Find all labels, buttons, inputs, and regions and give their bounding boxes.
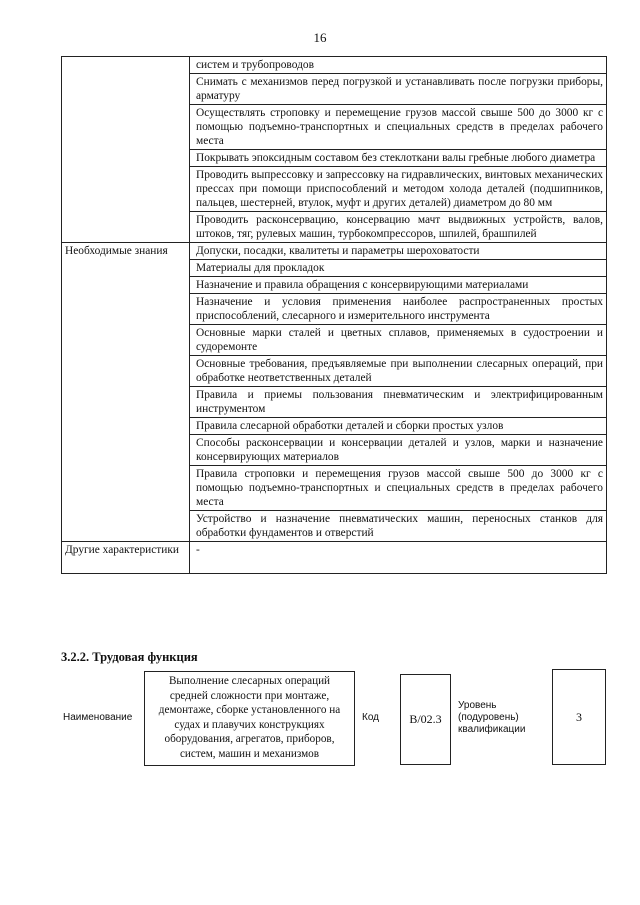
table-cell: Правила строповки и перемещения грузов массой свыше 500 до 3000 кг с помощью подъемно-транспортных и специальных средств в пределах рабочего места — [190, 466, 607, 511]
table-cell: Проводить выпрессовку и запрессовку на гидравлических, винтовых механических прессах при помощи приспособлений и методом холода деталей (подшипников, пальцев, шестерней, втулок, муфт и других деталей) диаметром до 80 мм — [190, 167, 607, 212]
table-cell: Правила слесарной обработки деталей и сборки простых узлов — [190, 418, 607, 435]
table-row — [62, 57, 607, 74]
table-row — [62, 542, 607, 574]
table-cell: систем и трубопроводов — [190, 57, 607, 74]
table-cell: Основные марки сталей и цветных сплавов, применяемых в судостроении и судоремонте — [190, 325, 607, 356]
level-label: Уровень (подуровень) квалификации — [458, 700, 526, 735]
row-label: Другие характеристики — [62, 542, 190, 574]
table-cell: - — [190, 542, 607, 574]
table-cell: Осуществлять строповку и перемещение грузов массой свыше 500 до 3000 кг с помощью подъемно-транспортных и специальных средств в пределах рабочего места — [190, 105, 607, 150]
level-value: 3 — [576, 709, 582, 724]
table-cell: Основные требования, предъявляемые при выполнении слесарных операций, при обработке неответственных деталей — [190, 356, 607, 387]
table-row — [62, 243, 607, 260]
table-cell: Допуски, посадки, квалитеты и параметры шероховатости — [190, 243, 607, 260]
table-cell: Назначение и правила обращения с консервирующими материалами — [190, 277, 607, 294]
name-value-box: Выполнение слесарных операций средней сложности при монтаже, демонтаже, сборке установленного на судах и плавучих конструкциях оборудования, агрегатов, приборов, систем, машин и механизмов — [144, 671, 355, 766]
page-number: 16 — [313, 30, 327, 45]
row-label: Необходимые знания — [62, 243, 190, 542]
code-value-box — [400, 674, 451, 765]
table-cell: Снимать с механизмов перед погрузкой и устанавливать после погрузки приборы, арматуру — [190, 74, 607, 105]
skills-table — [61, 56, 607, 574]
section-heading: 3.2.2. Трудовая функция — [61, 650, 198, 664]
table-cell: Правила и приемы пользования пневматическим и электрифицированным инструментом — [190, 387, 607, 418]
table-cell: Назначение и условия применения наиболее распространенных простых приспособлений, слесарного и измерительного инструмента — [190, 294, 607, 325]
level-value-box — [552, 669, 606, 765]
table-cell: Способы расконсервации и консервации деталей и узлов, марки и назначение консервирующих материалов — [190, 435, 607, 466]
table-cell: Покрывать эпоксидным составом без стеклоткани валы гребные любого диаметра — [190, 150, 607, 167]
table-cell: Устройство и назначение пневматических машин, переносных станков для обработки фундаментов и отверстий — [190, 511, 607, 542]
code-label: Код — [362, 712, 380, 723]
code-value: B/02.3 — [409, 712, 442, 726]
table-cell: Проводить расконсервацию, консервацию мачт выдвижных устройств, валов, штоков, тяг, рулевых машин, турбокомпрессоров, шпилей, брашпилей — [190, 212, 607, 243]
table-cell: Материалы для прокладок — [190, 260, 607, 277]
name-label: Наименование — [63, 712, 133, 723]
row-label — [62, 57, 190, 243]
